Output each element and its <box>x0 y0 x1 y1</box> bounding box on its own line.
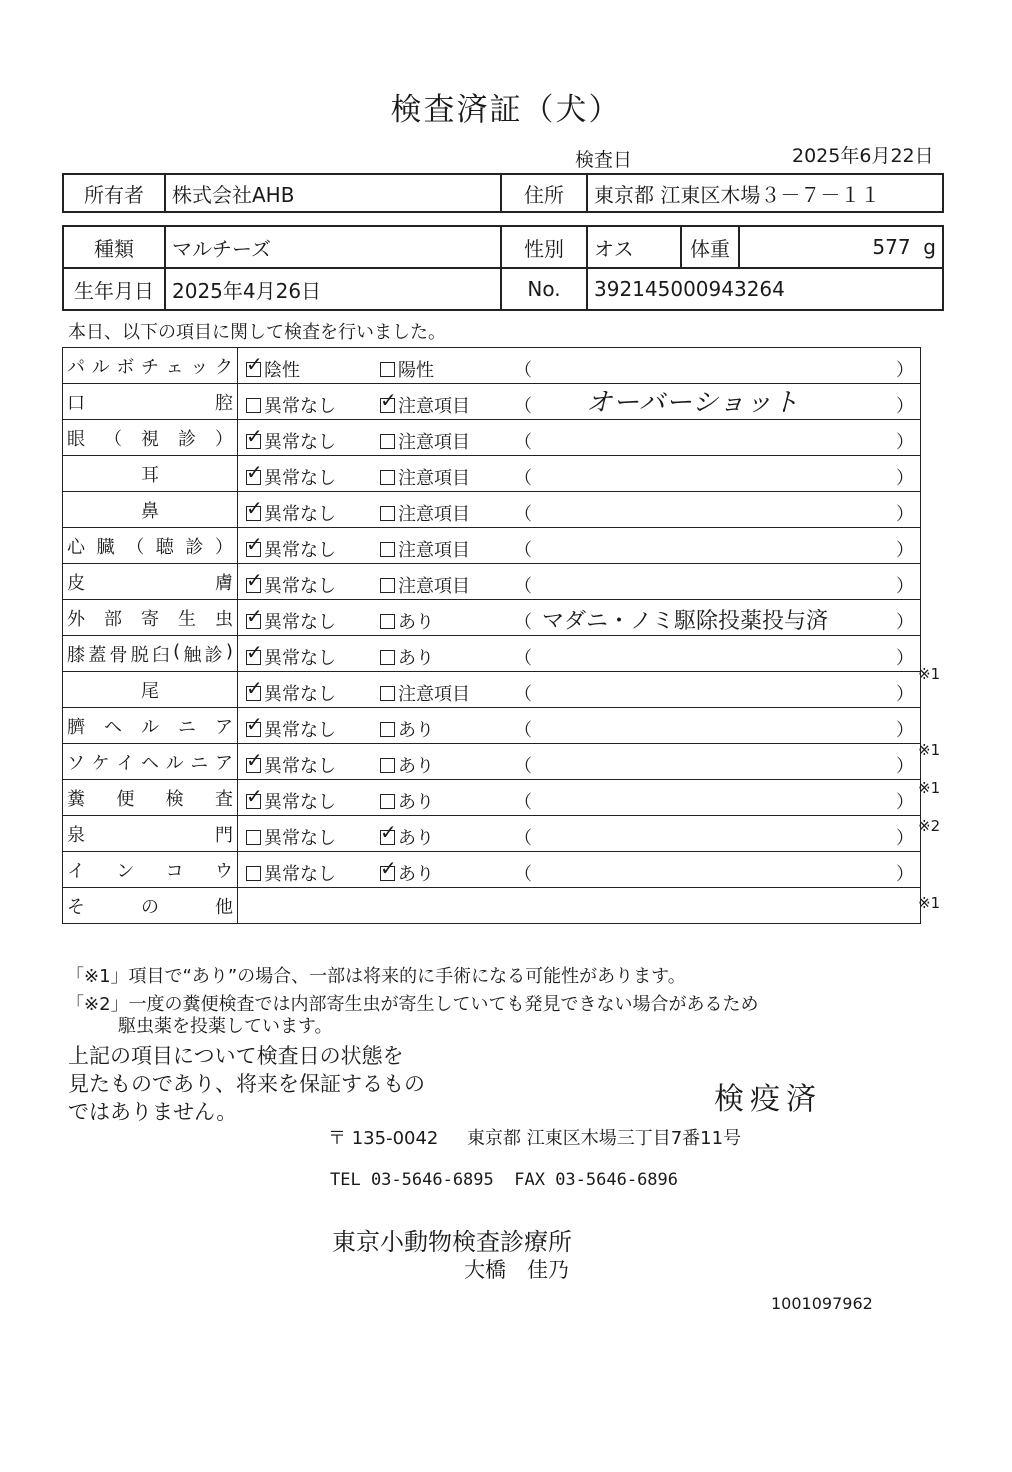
tel: TEL 03-5646-6895 <box>330 1170 494 1190</box>
footnote-2: 「※2」一度の糞便検査では内部寄生虫が寄生していても発見できない場合があるため <box>66 994 759 1015</box>
other-field[interactable] <box>238 888 921 924</box>
paren-close: ） <box>896 828 914 849</box>
option-2[interactable] <box>380 392 470 418</box>
clinic-name: 東京小動物検査診療所 <box>332 1228 572 1256</box>
option-1[interactable] <box>246 752 336 778</box>
paren-close: ） <box>896 684 914 705</box>
option-1-label: 異常なし <box>264 792 336 813</box>
note-marker: ※1 <box>918 893 941 912</box>
exam-row <box>63 636 921 672</box>
weight-cell <box>739 226 943 268</box>
option-1[interactable] <box>246 356 300 382</box>
paren-open: （ <box>514 792 532 813</box>
option-1-label: 異常なし <box>264 864 336 885</box>
exam-item-label: 膝 蓋 骨 脱 臼 ( 触 診 ) <box>67 640 233 666</box>
option-2[interactable] <box>380 608 434 634</box>
paren-open: （ <box>514 756 532 777</box>
owner-table <box>62 173 944 213</box>
exam-table <box>62 347 921 924</box>
option-2[interactable] <box>380 572 470 598</box>
paren-close: ） <box>896 504 914 525</box>
option-2[interactable] <box>380 716 434 742</box>
option-2-label: 注意項目 <box>398 684 470 705</box>
owner-label: 所有者 <box>63 174 165 212</box>
exam-result <box>238 708 921 744</box>
exam-item-name <box>63 636 238 672</box>
weight-label: 体重 <box>681 226 739 268</box>
exam-item-name <box>63 492 238 528</box>
exam-result <box>238 600 921 636</box>
paren-close: ） <box>896 756 914 777</box>
exam-row <box>63 348 921 384</box>
checkbox-icon[interactable] <box>246 866 261 881</box>
disclaimer <box>68 1042 425 1126</box>
option-2-label: あり <box>398 756 434 777</box>
paren-close: ） <box>896 576 914 597</box>
checkbox-icon[interactable] <box>380 434 395 449</box>
exam-row-other <box>63 888 921 924</box>
option-2-label: 注意項目 <box>398 576 470 597</box>
paren-close: ） <box>896 864 914 885</box>
checked-box-icon[interactable] <box>380 866 395 881</box>
paren-open: （ <box>514 504 532 525</box>
exam-item-label: 心 臓 （ 聴 診 ） <box>67 536 233 558</box>
exam-result <box>238 672 921 708</box>
paren-close: ） <box>896 720 914 741</box>
sex-label: 性別 <box>501 226 587 268</box>
document-code: 1001097962 <box>771 1294 873 1313</box>
breed-value: マルチーズ <box>165 226 501 268</box>
paren-close: ） <box>896 648 914 669</box>
clinic-address: 東京都 江東区木場三丁目7番11号 <box>467 1128 742 1149</box>
option-1[interactable] <box>246 860 336 886</box>
checkbox-icon[interactable] <box>246 398 261 413</box>
paren-open: （ <box>514 396 532 417</box>
exam-item-name <box>63 564 238 600</box>
exam-item-name <box>63 744 238 780</box>
exam-result <box>238 636 921 672</box>
exam-row <box>63 456 921 492</box>
exam-item-label: 尾 <box>141 680 159 702</box>
option-2[interactable] <box>380 644 434 670</box>
paren-open: （ <box>514 828 532 849</box>
checkbox-icon[interactable] <box>380 542 395 557</box>
checked-box-icon[interactable] <box>246 362 261 377</box>
checkbox-icon[interactable] <box>380 506 395 521</box>
other-label: そ の 他 <box>67 896 233 918</box>
exam-item-name <box>63 384 238 420</box>
checked-box-icon[interactable] <box>246 686 261 701</box>
exam-result <box>238 852 921 888</box>
exam-row <box>63 384 921 420</box>
exam-item-name <box>63 816 238 852</box>
paren-close: ） <box>896 396 914 417</box>
footnote-1: 「※1」項目で“あり”の場合、一部は将来的に手術になる可能性があります。 <box>66 966 686 987</box>
exam-row <box>63 780 921 816</box>
exam-item-label: 糞 便 検 査 <box>67 788 233 810</box>
exam-result <box>238 456 921 492</box>
note-marker: ※1 <box>918 664 941 683</box>
paren-open: （ <box>514 720 532 741</box>
pet-table <box>62 225 944 311</box>
option-2-label: 注意項目 <box>398 432 470 453</box>
checked-box-icon[interactable] <box>380 398 395 413</box>
exam-item-name <box>63 780 238 816</box>
exam-item-name <box>63 852 238 888</box>
checked-box-icon[interactable] <box>246 542 261 557</box>
checkbox-icon[interactable] <box>380 614 395 629</box>
paren-open: （ <box>514 468 532 489</box>
exam-date-label: 検査日 <box>575 149 633 171</box>
option-1[interactable] <box>246 680 336 706</box>
checkbox-icon[interactable] <box>380 470 395 485</box>
option-1-label: 異常なし <box>264 612 336 633</box>
document-title: 検査済証（犬） <box>390 92 622 128</box>
option-1-label: 異常なし <box>264 684 336 705</box>
option-1-label: 異常なし <box>264 720 336 741</box>
option-2-label: あり <box>398 864 434 885</box>
option-2-label: あり <box>398 648 434 669</box>
exam-row <box>63 420 921 456</box>
checked-box-icon[interactable] <box>246 650 261 665</box>
exam-row <box>63 600 921 636</box>
checked-box-icon[interactable] <box>246 470 261 485</box>
exam-item-label: 口 腔 <box>67 392 233 414</box>
note-marker: ※2 <box>918 817 941 836</box>
paren-close: ） <box>896 540 914 561</box>
checkbox-icon[interactable] <box>246 830 261 845</box>
option-2[interactable] <box>380 788 434 814</box>
checked-box-icon[interactable] <box>246 578 261 593</box>
option-2-label: 注意項目 <box>398 468 470 489</box>
postal-code: 〒 135-0042 <box>328 1128 439 1149</box>
paren-open: （ <box>514 684 532 705</box>
birth-value: 2025年4月26日 <box>165 268 501 310</box>
paren-close: ） <box>896 468 914 489</box>
option-1-label: 異常なし <box>264 432 336 453</box>
exam-row <box>63 708 921 744</box>
option-1-label: 異常なし <box>264 468 336 489</box>
number-label: No. <box>501 268 587 310</box>
exam-item-label: イ ン コ ウ <box>67 860 233 882</box>
option-1[interactable] <box>246 464 336 490</box>
exam-item-name <box>63 456 238 492</box>
weight-unit: g <box>923 235 936 259</box>
exam-row <box>63 852 921 888</box>
exam-row <box>63 816 921 852</box>
option-1-label: 陰性 <box>264 360 300 381</box>
option-2-label: 注意項目 <box>398 504 470 525</box>
checkbox-icon[interactable] <box>380 758 395 773</box>
paren-open: （ <box>514 648 532 669</box>
checked-box-icon[interactable] <box>246 722 261 737</box>
contact-line <box>330 1170 678 1190</box>
exam-result <box>238 348 921 384</box>
paren-open: （ <box>514 432 532 453</box>
owner-value: 株式会社AHB <box>165 174 501 212</box>
exam-result <box>238 744 921 780</box>
exam-item-label: 外 部 寄 生 虫 <box>67 608 233 630</box>
option-2[interactable] <box>380 536 470 562</box>
exam-result <box>238 528 921 564</box>
footnote-2-cont: 駆虫薬を投薬しています。 <box>118 1016 333 1037</box>
option-1[interactable] <box>246 428 336 454</box>
option-1-label: 異常なし <box>264 396 336 417</box>
paren-open: （ <box>514 612 532 633</box>
option-2-label: あり <box>398 828 434 849</box>
exam-row <box>63 744 921 780</box>
checkbox-icon[interactable] <box>380 794 395 809</box>
checked-box-icon[interactable] <box>246 614 261 629</box>
exam-row <box>63 672 921 708</box>
exam-item-name <box>63 420 238 456</box>
disclaimer-line: 上記の項目について検査日の状態を <box>68 1044 404 1068</box>
exam-item-label: 鼻 <box>141 500 159 522</box>
exam-item-label: 眼 （ 視 診 ） <box>67 428 233 450</box>
option-1[interactable] <box>246 572 336 598</box>
exam-item-name <box>63 708 238 744</box>
exam-item-name <box>63 348 238 384</box>
option-2[interactable] <box>380 824 434 850</box>
option-2[interactable] <box>380 464 470 490</box>
exam-result <box>238 780 921 816</box>
option-1[interactable] <box>246 788 336 814</box>
paren-open: （ <box>514 576 532 597</box>
exam-row <box>63 564 921 600</box>
other-label-cell <box>63 888 238 924</box>
exam-item-label: 泉 門 <box>67 824 233 846</box>
disclaimer-line: 見たものであり、将来を保証するもの <box>68 1072 425 1096</box>
option-1[interactable] <box>246 824 336 850</box>
birth-label: 生年月日 <box>63 268 165 310</box>
checkbox-icon[interactable] <box>380 650 395 665</box>
paren-open: （ <box>514 540 532 561</box>
option-1[interactable] <box>246 392 336 418</box>
option-1-label: 異常なし <box>264 504 336 525</box>
option-1[interactable] <box>246 500 336 526</box>
option-2-label: あり <box>398 720 434 741</box>
option-2[interactable] <box>380 428 470 454</box>
address-value: 東京都 江東区木場３－７－１１ <box>587 174 943 212</box>
vet-name: 大橋 佳乃 <box>464 1258 569 1282</box>
option-2[interactable] <box>380 680 470 706</box>
exam-result <box>238 816 921 852</box>
comment-text: オーバーショット <box>586 388 800 418</box>
option-1-label: 異常なし <box>264 648 336 669</box>
exam-item-label: パ ル ボ チ ェ ッ ク <box>67 356 233 378</box>
checkbox-icon[interactable] <box>380 686 395 701</box>
paren-open: （ <box>514 360 532 381</box>
exam-item-name <box>63 528 238 564</box>
exam-item-label: 耳 <box>141 464 159 486</box>
exam-item-label: 皮 膚 <box>67 572 233 594</box>
breed-label: 種類 <box>63 226 165 268</box>
paren-open: （ <box>514 864 532 885</box>
paren-close: ） <box>896 360 914 381</box>
note-marker: ※1 <box>918 779 941 798</box>
note-marker: ※1 <box>918 741 941 759</box>
option-2[interactable] <box>380 500 470 526</box>
paren-close: ） <box>896 612 914 633</box>
exam-item-label: 臍 ヘ ル ニ ア <box>67 716 233 738</box>
intro-text: 本日、以下の項目に関して検査を行いました。 <box>68 322 446 343</box>
quarantine-stamp: 検疫済 <box>714 1082 822 1117</box>
option-1-label: 異常なし <box>264 576 336 597</box>
exam-item-name <box>63 600 238 636</box>
weight-value: 577 <box>872 235 911 259</box>
exam-result <box>238 564 921 600</box>
exam-row <box>63 528 921 564</box>
exam-item-name <box>63 672 238 708</box>
option-2-label: 注意項目 <box>398 396 470 417</box>
option-1[interactable] <box>246 608 336 634</box>
disclaimer-line: ではありません。 <box>68 1100 238 1124</box>
sex-value: オス <box>587 226 681 268</box>
option-1-label: 異常なし <box>264 540 336 561</box>
exam-result <box>238 492 921 528</box>
option-1[interactable] <box>246 536 336 562</box>
exam-result <box>238 384 921 420</box>
number-value: 392145000943264 <box>587 268 943 310</box>
exam-row <box>63 492 921 528</box>
checked-box-icon[interactable] <box>246 758 261 773</box>
option-2[interactable] <box>380 356 434 382</box>
checked-box-icon[interactable] <box>380 830 395 845</box>
fax: FAX 03-5646-6896 <box>514 1170 679 1190</box>
paren-close: ） <box>896 432 914 453</box>
checked-box-icon[interactable] <box>246 434 261 449</box>
option-2-label: 注意項目 <box>398 540 470 561</box>
checkbox-icon[interactable] <box>380 722 395 737</box>
option-2-label: 陽性 <box>398 360 434 381</box>
clinic-address-line <box>328 1124 741 1150</box>
paren-close: ） <box>896 792 914 813</box>
option-1[interactable] <box>246 644 336 670</box>
checked-box-icon[interactable] <box>246 794 261 809</box>
checkbox-icon[interactable] <box>380 362 395 377</box>
exam-date: 2025年6月22日 <box>792 145 934 167</box>
address-label: 住所 <box>501 174 587 212</box>
exam-result <box>238 420 921 456</box>
option-1[interactable] <box>246 716 336 742</box>
exam-item-label: ソ ケ イ ヘ ル ニ ア <box>67 752 233 774</box>
option-2[interactable] <box>380 752 434 778</box>
checkbox-icon[interactable] <box>380 578 395 593</box>
checked-box-icon[interactable] <box>246 506 261 521</box>
comment-text: マダニ・ノミ駆除投薬投与済 <box>542 609 829 634</box>
option-1-label: 異常なし <box>264 756 336 777</box>
option-2-label: あり <box>398 612 434 633</box>
option-2[interactable] <box>380 860 434 886</box>
option-1-label: 異常なし <box>264 828 336 849</box>
option-2-label: あり <box>398 792 434 813</box>
